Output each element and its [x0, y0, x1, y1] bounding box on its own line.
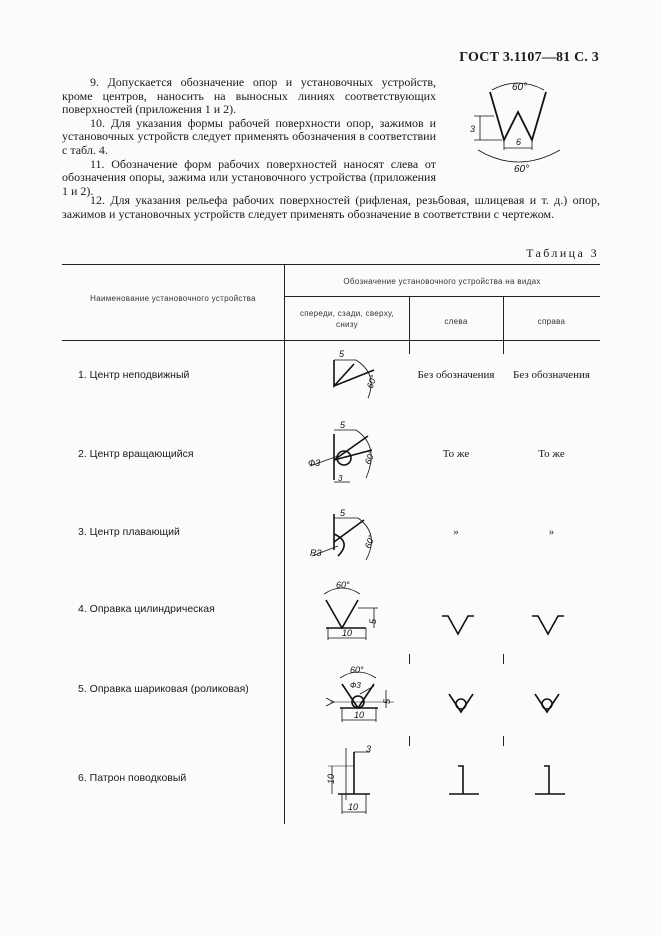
subheader-front: спереди, сзади, сверху, снизу	[299, 309, 395, 329]
ball-mandrel-right-symbol	[532, 688, 562, 718]
cell-right-row1: Без обозначения	[513, 369, 590, 381]
paragraph-11: 11. Обозначение форм рабочих поверхностей наносят слева от обозначения опоры, зажима или установочного устройства (приложения 1 и 2).	[62, 156, 436, 198]
row5-diameter-label: Ф3	[350, 681, 361, 690]
floating-center-symbol	[308, 506, 388, 568]
paragraph-12: 12. Для указания рельефа рабочих поверхностей (рифленая, резьбовая, шлицевая и т. д.) опор, зажимов и установочных устройств следует применять обозначение в соответствии с чертежом.	[62, 193, 600, 221]
row5-width-label: 10	[354, 710, 365, 720]
row3-angle-label: 60°	[362, 533, 377, 550]
table-col-tick	[409, 654, 410, 664]
row-label-rotating-center: 2. Центр вращающийся	[78, 448, 194, 460]
row6-top-label: 3	[366, 744, 372, 754]
row-label-ball-mandrel: 5. Оправка шариковая (роликовая)	[78, 683, 249, 695]
row6-width-label: 10	[348, 802, 359, 812]
table-subheader-border	[284, 296, 600, 297]
subheader-right: справа	[537, 317, 566, 326]
row-label-cylindrical-mandrel: 4. Оправка цилиндрическая	[78, 603, 215, 615]
table-col-tick	[503, 654, 504, 664]
width-label: 6	[516, 137, 522, 147]
table-col-tick	[409, 340, 410, 354]
row4-width-label: 10	[342, 628, 353, 638]
ball-mandrel-symbol	[320, 664, 400, 732]
subheader-left: слева	[444, 317, 468, 326]
row3-width-label: 5	[340, 508, 346, 518]
row3-radius-label: R3	[310, 548, 322, 558]
row2-diameter-label: Ф3	[308, 458, 321, 468]
ball-mandrel-left-symbol	[446, 688, 476, 718]
table-label: Таблица 3	[526, 246, 599, 260]
cylindrical-mandrel-symbol	[318, 578, 390, 648]
row5-angle-label: 60°	[350, 665, 364, 675]
table-col-tick	[503, 340, 504, 354]
col-group-header: Обозначение установочного устройства на видах	[343, 277, 541, 286]
row4-angle-label: 60°	[336, 580, 350, 590]
paragraphs-block	[62, 76, 436, 198]
page-header: ГОСТ 3.1107—81 С. 3	[459, 50, 599, 65]
cylindrical-mandrel-left-symbol	[440, 612, 476, 638]
table-top-border	[62, 264, 600, 265]
drive-chuck-left-symbol	[446, 760, 482, 800]
paragraph-10: 10. Для указания формы рабочей поверхности опор, зажимов и установочных устройств следует применять обозначения в соответствии с табл. 4.	[62, 115, 436, 157]
row1-width-label: 5	[339, 349, 345, 359]
row2-offset-label: 3	[338, 474, 343, 483]
cylindrical-mandrel-right-symbol	[530, 612, 566, 638]
rotating-center-symbol	[306, 420, 388, 490]
row-label-fixed-center: 1. Центр неподвижный	[78, 369, 190, 381]
fixed-center-symbol	[316, 346, 388, 406]
cell-left-row3: »	[453, 526, 459, 538]
row2-angle-label: 60°	[362, 449, 377, 466]
height-label: 3	[470, 124, 476, 134]
cell-right-row2: То же	[538, 448, 565, 460]
paragraph-9: 9. Допускается обозначение опор и установочных устройств, кроме центров, наносить на выносных линиях соответствующих поверхностей (приложения 1 и 2).	[62, 75, 436, 117]
v-groove-figure	[462, 78, 582, 176]
drive-chuck-right-symbol	[532, 760, 568, 800]
row-label-drive-chuck: 6. Патрон поводковый	[78, 772, 187, 784]
row4-height-label: 5	[368, 618, 378, 624]
drive-chuck-symbol	[316, 744, 388, 818]
bottom-angle-label: 60°	[514, 164, 530, 175]
cell-left-row2: То же	[442, 448, 470, 460]
cell-left-row1: Без обозначения	[417, 369, 495, 381]
row1-angle-label: 60°	[364, 373, 379, 390]
row6-height-label: 10	[326, 773, 336, 784]
table-col-divider-1	[284, 264, 285, 824]
top-angle-label: 60°	[512, 82, 528, 93]
table-header-bottom-border	[62, 340, 600, 341]
row-label-floating-center: 3. Центр плавающий	[78, 526, 180, 538]
row2-width-label: 5	[340, 420, 346, 430]
row5-height-label: 5	[382, 698, 392, 704]
table-col-tick	[409, 736, 410, 746]
table-col-tick	[503, 736, 504, 746]
cell-right-row3: »	[548, 526, 555, 538]
col-name-header: Наименование установочного устройства	[90, 294, 256, 303]
